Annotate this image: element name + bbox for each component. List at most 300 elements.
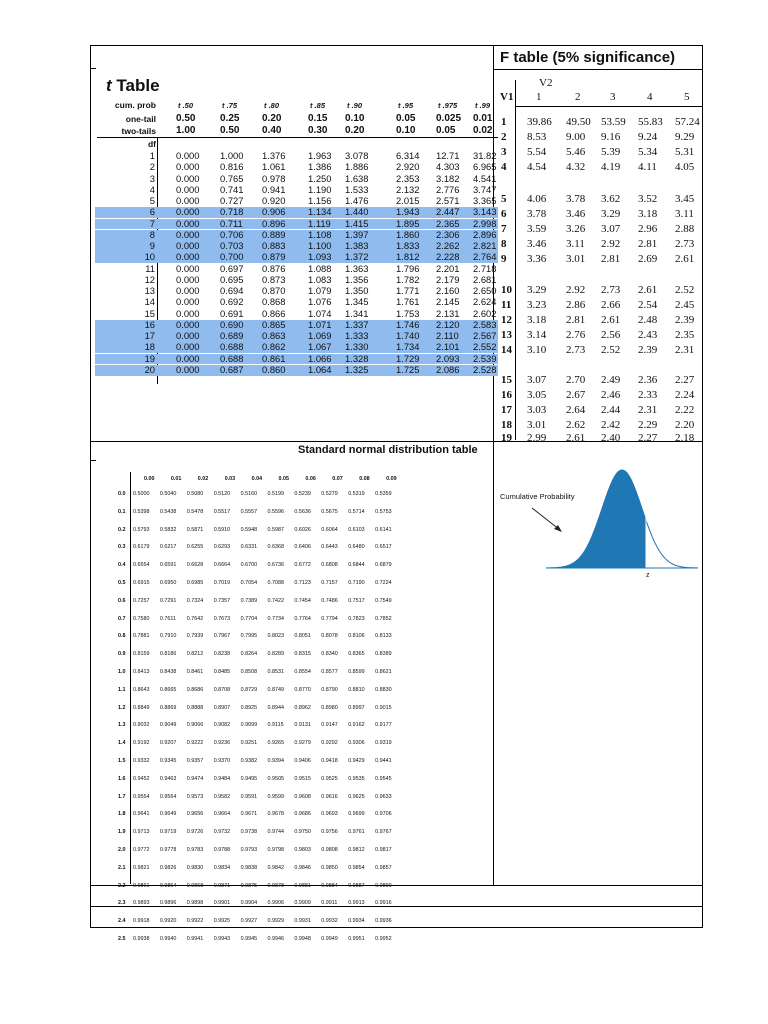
z-cell: 0.9463 bbox=[159, 775, 177, 782]
t-cell: 2.896 bbox=[473, 228, 497, 240]
f-v1-value: 12 bbox=[501, 314, 512, 326]
z-cell: 0.9345 bbox=[159, 758, 177, 764]
t-cell: 2.365 bbox=[436, 217, 460, 229]
t-cell: 1.771 bbox=[396, 285, 420, 296]
t-cell: 2.821 bbox=[473, 240, 497, 251]
f-cell: 3.11 bbox=[675, 208, 694, 220]
t-cell: 0.889 bbox=[262, 228, 286, 240]
z-cell: 0.6480 bbox=[348, 544, 365, 551]
f-cell: 2.31 bbox=[638, 404, 658, 416]
z-cell: 0.8997 bbox=[348, 704, 365, 711]
f-v1-value: 8 bbox=[501, 238, 507, 250]
z-cell: 0.9744 bbox=[267, 829, 284, 836]
t-cell: 0.000 bbox=[176, 251, 200, 263]
z-cell: 0.6141 bbox=[375, 526, 392, 533]
z-cell: 0.8554 bbox=[294, 669, 311, 675]
z-cell: 0.9948 bbox=[294, 936, 311, 942]
t-cell: 1.372 bbox=[345, 251, 369, 263]
f-cell: 2.44 bbox=[601, 404, 621, 416]
f-cell: 2.33 bbox=[638, 389, 658, 401]
t-table-row bbox=[95, 162, 498, 173]
z-cell: 0.6406 bbox=[294, 544, 311, 551]
t-cell: 6.965 bbox=[473, 161, 497, 173]
z-cell: 0.5557 bbox=[240, 508, 258, 515]
t-cell: 1.746 bbox=[396, 318, 420, 330]
z-cell: 0.9940 bbox=[159, 936, 177, 942]
t-df-value: 18 bbox=[144, 341, 155, 353]
z-cell: 0.5910 bbox=[213, 526, 231, 533]
z-cell: 0.9846 bbox=[294, 864, 311, 871]
f-v1-value: 13 bbox=[501, 329, 512, 341]
z-cell: 0.9788 bbox=[213, 847, 231, 853]
z-cell: 0.9177 bbox=[375, 722, 392, 729]
z-cell: 0.9115 bbox=[267, 722, 284, 729]
t-cell: 2.998 bbox=[473, 217, 497, 229]
z-cell: 0.9706 bbox=[375, 811, 392, 818]
f-cell: 5.39 bbox=[601, 146, 621, 158]
f-cell: 2.61 bbox=[566, 432, 586, 444]
z-cell: 0.7019 bbox=[213, 580, 231, 586]
z-table-row bbox=[118, 771, 411, 788]
t-table-row bbox=[95, 320, 498, 331]
f-cell: 3.62 bbox=[601, 193, 621, 205]
z-cell: 0.9904 bbox=[240, 900, 258, 907]
z-col-head: 0.05 bbox=[278, 476, 289, 482]
z-cell: 0.7580 bbox=[133, 615, 150, 622]
t-cell: 3.365 bbox=[473, 195, 497, 206]
z-cell: 0.9564 bbox=[159, 793, 177, 800]
f-cell: 3.23 bbox=[527, 299, 547, 311]
z-cell: 0.7422 bbox=[267, 597, 284, 604]
f-cell: 4.54 bbox=[527, 161, 547, 173]
f-cell: 2.76 bbox=[566, 329, 586, 341]
z-cell: 0.7852 bbox=[375, 615, 392, 622]
z-axis-label: z bbox=[646, 572, 650, 579]
z-cell: 0.7324 bbox=[186, 597, 204, 604]
z-cell: 0.9082 bbox=[213, 722, 231, 729]
t-df-value: 3 bbox=[149, 172, 155, 184]
f-cell: 9.16 bbox=[601, 131, 621, 143]
z-cell: 0.6517 bbox=[375, 544, 392, 551]
f-cell: 2.96 bbox=[638, 223, 658, 235]
z-row-label: 1.9 bbox=[118, 829, 126, 836]
z-cell: 0.8289 bbox=[267, 651, 284, 658]
z-cell: 0.9292 bbox=[321, 740, 338, 747]
z-table-row bbox=[118, 806, 411, 823]
t-cell: 1.415 bbox=[345, 217, 369, 229]
f-cell: 53.59 bbox=[601, 116, 626, 128]
t-cell: 1.729 bbox=[396, 352, 420, 364]
f-v1-value: 19 bbox=[501, 432, 512, 444]
t-cell: 4.303 bbox=[436, 161, 460, 173]
z-cell: 0.7881 bbox=[133, 633, 150, 640]
z-cell: 0.6664 bbox=[213, 562, 231, 569]
z-cell: 0.6628 bbox=[186, 562, 204, 569]
t-col-head: t .975 bbox=[438, 101, 458, 110]
t-cell: 1.796 bbox=[396, 262, 420, 274]
t-df-value: 8 bbox=[149, 228, 155, 240]
t-cell: 2.764 bbox=[473, 251, 497, 263]
t-cell: 2.145 bbox=[436, 296, 460, 308]
t-cell: 0.692 bbox=[220, 296, 244, 308]
z-cell: 0.9913 bbox=[348, 900, 365, 907]
t-cell: 3.747 bbox=[473, 183, 497, 195]
z-cell: 0.8869 bbox=[159, 704, 177, 711]
f-cell: 3.10 bbox=[527, 344, 547, 356]
t-df-value: 19 bbox=[144, 352, 155, 364]
f-v1-rule bbox=[515, 80, 516, 440]
z-table-row bbox=[118, 789, 411, 806]
t-cell: 2.528 bbox=[473, 363, 497, 375]
z-cell: 0.9599 bbox=[267, 793, 284, 800]
z-cell: 0.8708 bbox=[213, 686, 231, 693]
z-cell: 0.9099 bbox=[240, 722, 258, 729]
f-table-title: F table (5% significance) bbox=[500, 49, 676, 66]
f-cell: 9.24 bbox=[638, 131, 658, 143]
z-cell: 0.8106 bbox=[348, 633, 365, 640]
z-cell: 0.9834 bbox=[213, 864, 231, 871]
z-cell: 0.8810 bbox=[348, 686, 365, 693]
z-cell: 0.9893 bbox=[133, 900, 150, 907]
t-cell: 0.863 bbox=[262, 330, 286, 341]
z-table-row bbox=[118, 628, 411, 645]
t-df-value: 13 bbox=[144, 285, 155, 296]
t-cell: 1.734 bbox=[396, 341, 420, 353]
f-cell: 2.61 bbox=[675, 253, 695, 265]
t-col-head: t .95 bbox=[398, 101, 414, 110]
f-v1-value: 7 bbox=[501, 223, 507, 235]
f-cell: 2.73 bbox=[566, 344, 586, 356]
t-cell: 0.000 bbox=[176, 341, 200, 353]
t-cell: 1.330 bbox=[345, 341, 369, 353]
t-df-value: 2 bbox=[149, 161, 155, 173]
z-cell: 0.8078 bbox=[321, 633, 338, 640]
z-table-row bbox=[118, 753, 411, 770]
z-cell: 0.9949 bbox=[321, 936, 338, 942]
t-table-row bbox=[95, 297, 498, 308]
z-cell: 0.9761 bbox=[348, 829, 365, 836]
t-cell: 1.325 bbox=[345, 363, 369, 375]
z-cell: 0.8133 bbox=[375, 633, 392, 640]
z-table-row bbox=[118, 895, 411, 912]
t-cell: 0.870 bbox=[262, 285, 286, 296]
z-cell: 0.7823 bbox=[348, 615, 365, 622]
z-cell: 0.9881 bbox=[294, 882, 311, 889]
t-cell: 0.000 bbox=[176, 262, 200, 274]
z-cell: 0.9265 bbox=[267, 740, 284, 747]
t-cell: 3.143 bbox=[473, 206, 497, 218]
t-cell: 0.873 bbox=[262, 273, 286, 285]
z-cell: 0.8888 bbox=[186, 704, 204, 711]
z-row-label: 0.2 bbox=[118, 526, 126, 533]
z-cell: 0.9931 bbox=[294, 918, 311, 925]
t-cell: 0.697 bbox=[220, 262, 244, 274]
z-col-head: 0.04 bbox=[251, 476, 263, 482]
f-cell: 2.64 bbox=[566, 404, 586, 416]
f-cell: 3.14 bbox=[527, 329, 547, 341]
t-df-value: 11 bbox=[145, 262, 155, 274]
z-cell: 0.9319 bbox=[375, 740, 392, 747]
t-cell: 1.376 bbox=[262, 150, 286, 161]
z-cell: 0.9582 bbox=[213, 793, 231, 800]
f-cell: 2.45 bbox=[675, 299, 695, 311]
z-cell: 0.9756 bbox=[321, 829, 338, 836]
t-cell: 1.093 bbox=[308, 251, 332, 263]
f-cell: 2.40 bbox=[601, 432, 621, 444]
f-cell: 3.26 bbox=[566, 223, 586, 235]
f-cell: 3.07 bbox=[527, 374, 547, 386]
f-cell: 2.49 bbox=[601, 374, 621, 386]
z-cell: 0.8599 bbox=[348, 669, 365, 675]
z-cell: 0.5279 bbox=[321, 491, 338, 497]
z-cell: 0.9812 bbox=[348, 847, 365, 853]
z-cell: 0.7454 bbox=[294, 597, 311, 604]
t-cell: 1.108 bbox=[308, 228, 332, 240]
f-col-head: 5 bbox=[684, 91, 690, 103]
f-cell: 4.05 bbox=[675, 161, 695, 173]
z-table-row bbox=[118, 842, 411, 859]
z-cell: 0.9515 bbox=[294, 775, 311, 782]
f-cell: 5.46 bbox=[566, 146, 586, 158]
t-cell: 0.694 bbox=[220, 285, 244, 296]
f-cell: 4.19 bbox=[601, 161, 621, 173]
z-cell: 0.9934 bbox=[348, 918, 365, 925]
z-cell: 0.6950 bbox=[159, 580, 177, 586]
z-cell: 0.9222 bbox=[186, 740, 204, 747]
t-table-row bbox=[95, 151, 498, 162]
z-cell: 0.9649 bbox=[159, 811, 177, 818]
f-cell: 5.34 bbox=[638, 146, 658, 158]
f-cell: 49.50 bbox=[566, 116, 591, 128]
z-table-row bbox=[118, 735, 411, 752]
z-cell: 0.9641 bbox=[133, 811, 150, 818]
t-cell: 0.000 bbox=[176, 183, 200, 195]
df-label: df bbox=[147, 139, 156, 149]
z-cell: 0.9817 bbox=[375, 847, 392, 853]
f-header-rule bbox=[515, 106, 702, 107]
z-cell: 0.7088 bbox=[267, 580, 284, 586]
t-cell: 0.727 bbox=[220, 195, 244, 206]
t-cell: 1.088 bbox=[308, 262, 332, 274]
f-cell: 2.99 bbox=[527, 432, 547, 444]
z-cell: 0.7673 bbox=[213, 615, 231, 622]
cumulative-probability-label: Cumulative Probability bbox=[500, 492, 575, 501]
z-cell: 0.7611 bbox=[159, 615, 176, 622]
f-v1-value: 5 bbox=[501, 193, 507, 205]
z-cell: 0.8980 bbox=[321, 704, 338, 711]
z-cell: 0.9394 bbox=[267, 758, 284, 764]
t-cell: 3.182 bbox=[436, 172, 460, 184]
f-cell: 2.39 bbox=[675, 314, 695, 326]
z-cell: 0.9951 bbox=[348, 936, 365, 942]
z-cell: 0.9938 bbox=[133, 936, 150, 942]
z-cell: 0.9941 bbox=[186, 936, 204, 942]
z-row-label: 2.4 bbox=[118, 918, 126, 925]
z-cell: 0.5319 bbox=[348, 491, 365, 497]
z-cell: 0.8051 bbox=[294, 633, 311, 640]
t-table-row bbox=[95, 309, 498, 320]
t-table-row bbox=[95, 185, 498, 196]
t-cell: 0.687 bbox=[220, 363, 244, 375]
t-cell: 0.896 bbox=[262, 217, 286, 229]
t-one-tail-value: 0.50 bbox=[176, 113, 196, 124]
t-col-head: t .80 bbox=[264, 101, 280, 110]
t-cell: 0.711 bbox=[220, 217, 243, 229]
f-cell: 3.29 bbox=[601, 208, 621, 220]
t-cell: 1.386 bbox=[308, 161, 332, 173]
t-cell: 0.883 bbox=[262, 240, 286, 251]
z-cell: 0.9066 bbox=[186, 722, 204, 729]
t-cell: 2.602 bbox=[473, 307, 497, 319]
one-tail-label: one-tail bbox=[125, 114, 156, 124]
t-cell: 0.860 bbox=[262, 363, 286, 375]
t-cell: 1.350 bbox=[345, 285, 369, 296]
t-cell: 0.861 bbox=[262, 352, 286, 364]
z-cell: 0.9857 bbox=[375, 864, 392, 871]
t-table-row bbox=[95, 275, 498, 286]
t-cell: 1.074 bbox=[308, 307, 332, 319]
z-cell: 0.6591 bbox=[159, 562, 177, 569]
z-table-row bbox=[118, 824, 411, 841]
t-cell: 0.691 bbox=[220, 307, 244, 319]
t-cell: 2.201 bbox=[436, 262, 460, 274]
t-cell: 0.865 bbox=[262, 318, 286, 330]
z-cell: 0.9251 bbox=[240, 740, 258, 747]
z-col-head: 0.08 bbox=[359, 476, 370, 482]
t-cell: 0.000 bbox=[176, 307, 200, 319]
t-cell: 0.688 bbox=[220, 352, 244, 364]
z-cell: 0.9906 bbox=[267, 900, 284, 907]
z-row-label: 0.6 bbox=[118, 597, 126, 604]
z-cell: 0.9664 bbox=[213, 811, 231, 818]
f-v1-value: 10 bbox=[501, 284, 512, 296]
z-cell: 0.9875 bbox=[240, 882, 258, 889]
f-v1-value: 17 bbox=[501, 404, 512, 416]
z-cell: 0.9406 bbox=[294, 758, 311, 764]
t-cell: 1.383 bbox=[345, 240, 369, 251]
z-cell: 0.6844 bbox=[348, 562, 365, 569]
z-cell: 0.6736 bbox=[267, 562, 284, 569]
z-row-label: 0.3 bbox=[118, 544, 126, 551]
t-cell: 1.356 bbox=[345, 273, 369, 285]
z-cell: 0.9909 bbox=[294, 900, 311, 907]
z-cell: 0.9474 bbox=[186, 775, 204, 782]
t-cell: 0.765 bbox=[220, 172, 244, 184]
t-cell: 0.978 bbox=[262, 172, 286, 184]
t-table-row bbox=[95, 174, 498, 185]
t-cell: 2.718 bbox=[473, 262, 497, 274]
f-v1-value: 2 bbox=[501, 131, 507, 143]
z-cell: 0.6179 bbox=[133, 544, 150, 551]
z-cell: 0.6808 bbox=[321, 562, 338, 569]
t-two-tails-value: 0.40 bbox=[262, 125, 282, 136]
z-cell: 0.9821 bbox=[133, 864, 150, 871]
t-cell: 0.000 bbox=[176, 150, 200, 161]
t-table-row bbox=[95, 264, 498, 275]
z-table-row bbox=[118, 522, 411, 539]
t-two-tails-value: 0.20 bbox=[345, 125, 365, 136]
z-cell: 0.6255 bbox=[186, 544, 204, 551]
t-df-value: 17 bbox=[144, 330, 155, 341]
z-row-label: 0.4 bbox=[118, 562, 126, 569]
z-cell: 0.9927 bbox=[240, 918, 258, 925]
t-cell: 0.000 bbox=[176, 240, 200, 251]
z-cell: 0.7486 bbox=[321, 597, 338, 604]
f-v1-value: 9 bbox=[501, 253, 507, 265]
f-v1-value: 11 bbox=[501, 299, 512, 311]
t-col-head: t .99 bbox=[475, 101, 491, 110]
t-cell: 0.690 bbox=[220, 318, 244, 330]
f-cell: 3.78 bbox=[527, 208, 547, 220]
z-cell: 0.5675 bbox=[321, 508, 338, 515]
f-col-head: 1 bbox=[536, 91, 542, 103]
f-cell: 4.06 bbox=[527, 193, 547, 205]
z-cell: 0.7357 bbox=[213, 597, 231, 604]
f-cell: 2.67 bbox=[566, 389, 586, 401]
z-cell: 0.9616 bbox=[321, 793, 338, 800]
t-cell: 1.328 bbox=[345, 352, 369, 364]
t-cell: 0.688 bbox=[220, 341, 244, 353]
f-cell: 3.78 bbox=[566, 193, 586, 205]
z-cell: 0.5359 bbox=[375, 491, 392, 497]
t-cell: 0.700 bbox=[220, 251, 244, 263]
t-table-row bbox=[95, 342, 498, 353]
t-one-tail-value: 0.01 bbox=[473, 113, 493, 124]
z-cell: 0.9798 bbox=[267, 847, 284, 853]
f-cell: 9.00 bbox=[566, 131, 586, 143]
z-cell: 0.8925 bbox=[240, 704, 258, 711]
z-cell: 0.8962 bbox=[294, 704, 311, 711]
t-table-row bbox=[95, 196, 498, 207]
t-table-row bbox=[95, 219, 498, 230]
f-v2-label: V2 bbox=[539, 77, 553, 89]
f-cell: 2.42 bbox=[601, 419, 621, 431]
z-cell: 0.8577 bbox=[321, 669, 338, 675]
z-cell: 0.7190 bbox=[348, 580, 365, 586]
z-table-row bbox=[118, 646, 411, 663]
f-cell: 2.36 bbox=[638, 374, 658, 386]
z-cell: 0.7157 bbox=[321, 580, 338, 586]
t-cell: 0.000 bbox=[176, 195, 200, 206]
t-df-value: 12 bbox=[144, 273, 155, 285]
z-cell: 0.9484 bbox=[213, 775, 231, 782]
z-cell: 0.5040 bbox=[159, 491, 177, 497]
t-cell: 1.076 bbox=[308, 296, 332, 308]
z-col-head: 0.07 bbox=[332, 476, 343, 482]
z-cell: 0.6103 bbox=[348, 526, 365, 533]
t-cell: 0.920 bbox=[262, 195, 286, 206]
z-cell: 0.6879 bbox=[375, 562, 392, 569]
z-cell: 0.7704 bbox=[240, 615, 258, 622]
t-two-tails-value: 0.02 bbox=[473, 125, 493, 136]
t-cell: 1.066 bbox=[308, 352, 332, 364]
t-cell: 1.963 bbox=[308, 150, 332, 161]
t-cell: 1.860 bbox=[396, 228, 420, 240]
z-cell: 0.9943 bbox=[213, 936, 231, 942]
z-cell: 0.9793 bbox=[240, 847, 258, 853]
f-cell: 2.27 bbox=[675, 374, 695, 386]
z-row-label: 0.1 bbox=[118, 508, 126, 515]
z-cell: 0.9929 bbox=[267, 918, 284, 925]
f-v1-value: 14 bbox=[501, 344, 512, 356]
t-one-tail-value: 0.20 bbox=[262, 113, 282, 124]
z-cell: 0.9871 bbox=[213, 882, 231, 889]
t-table-row bbox=[95, 365, 498, 376]
f-col-head: 4 bbox=[647, 91, 653, 103]
f-cell: 3.01 bbox=[527, 419, 547, 431]
z-cell: 0.9778 bbox=[159, 847, 177, 853]
t-cell: 1.886 bbox=[345, 161, 369, 173]
